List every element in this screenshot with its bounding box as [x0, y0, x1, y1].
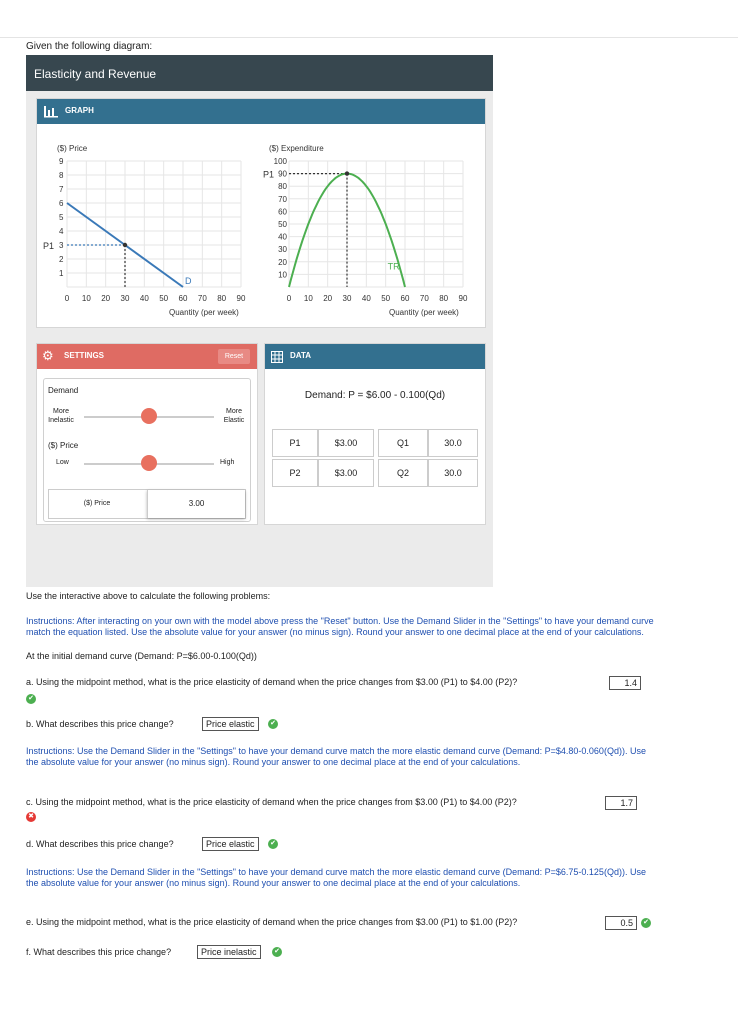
graphs-svg [37, 125, 485, 327]
price-slider-handle[interactable] [141, 455, 157, 471]
exp-tick-label: 60 [278, 207, 287, 217]
instructions-2: Instructions: Use the Demand Slider in the "Settings" to have your demand curve match the more elastic demand curve (Demand: P=$4.80-0.060(Qd)). Use the absolute value for your answer (no minus sign). Round your answer to one decimal place at the end of your calculations. [26, 746, 646, 767]
bar-chart-icon [43, 104, 59, 118]
lead-text: Use the interactive above to calculate the following problems: [26, 591, 271, 601]
qty-tick-label: 50 [159, 294, 169, 303]
p2-value-cell: $3.00 [318, 459, 374, 487]
correct-icon-d: ✔ [268, 839, 278, 849]
price-tick-label: 1 [59, 269, 64, 278]
qty-tick-label: 0 [286, 294, 292, 303]
exp-tick-label: 90 [278, 169, 287, 179]
qty-tick-label: 80 [217, 294, 227, 303]
widget-title: Elasticity and Revenue [26, 55, 493, 91]
qty-tick-label: 30 [342, 294, 352, 303]
graph-header [37, 99, 485, 124]
correct-icon-f: ✔ [272, 947, 282, 957]
question-f: f. What describes this price change? [26, 947, 172, 957]
data-panel [264, 343, 486, 525]
exp-tick-label: 50 [278, 220, 287, 229]
table-icon [271, 350, 283, 362]
qty-tick-label: 30 [120, 294, 130, 303]
high-label: High [220, 459, 235, 466]
tr-label: TR [387, 261, 400, 272]
price-tick-label: 9 [59, 157, 64, 166]
p2-cell: P2 [272, 459, 318, 487]
qty-tick-label: 0 [64, 294, 70, 303]
correct-icon-a: ✔ [26, 694, 36, 704]
incorrect-icon-c: ✖ [26, 812, 36, 822]
price-tick-label: 7 [59, 185, 64, 194]
price-tick-label: 5 [59, 213, 64, 222]
more-inelastic-label: More Inelastic [48, 408, 74, 424]
more-elastic-label: More Elastic [223, 408, 245, 424]
qty-tick-label: 90 [458, 294, 468, 303]
settings-box [43, 378, 251, 522]
settings-panel [36, 343, 258, 525]
settings-label: SETTINGS [64, 351, 105, 360]
exp-tick-label: 40 [278, 232, 287, 242]
instructions-3: Instructions: Use the Demand Slider in the "Settings" to have your demand curve match the more elastic demand curve (Demand: P=$6.75-0.125(Qd)). Use the absolute value for your answer (no minus sign). Round your answer to one decimal place at the end of your calculations. [26, 867, 646, 888]
qty-tick-label: 70 [419, 294, 429, 303]
p1-value-cell: $3.00 [318, 429, 374, 457]
q1-value-cell: 30.0 [428, 429, 478, 457]
qty-tick-label: 60 [178, 294, 188, 303]
answer-b-select[interactable]: Price elastic [202, 717, 259, 731]
answer-e-input[interactable]: 0.5 [605, 916, 637, 930]
correct-icon-b: ✔ [268, 719, 278, 729]
price-tick-label: 4 [59, 227, 64, 236]
price-field-box [48, 489, 246, 519]
demand-equation: Demand: P = $6.00 - 0.100(Qd) [304, 390, 446, 401]
initial-curve-text: At the initial demand curve (Demand: P=$6.00-0.100(Qd)) [26, 651, 257, 661]
demand-slider-handle[interactable] [141, 408, 157, 424]
question-e: e. Using the midpoint method, what is the price elasticity of demand when the price changes from $3.00 (P1) to $1.00 (P2)? [26, 917, 518, 927]
exp-tick-label: 80 [278, 182, 287, 192]
p1-label-exp: P1 [263, 169, 275, 180]
qty-tick-label: 10 [303, 294, 313, 303]
p1-label: P1 [43, 241, 55, 251]
demand-label: D [185, 276, 192, 286]
exp-tick-label: 20 [278, 257, 287, 267]
qty-tick-label: 90 [236, 294, 246, 303]
question-c: c. Using the midpoint method, what is the price elasticity of demand when the price changes from $3.00 (P1) to $4.00 (P2)? [26, 797, 517, 807]
data-label: DATA [290, 351, 312, 360]
page-top-border [0, 0, 738, 38]
price-plot-area [67, 161, 241, 287]
qty-tick-label: 50 [381, 294, 391, 303]
exp-tick-label: 30 [278, 245, 287, 255]
price-tick-label: 3 [59, 241, 64, 250]
q1-cell: Q1 [378, 429, 428, 457]
q2-value-cell: 30.0 [428, 459, 478, 487]
demand-label-setting: Demand [48, 386, 79, 395]
exp-tick-label: 100 [273, 157, 287, 166]
question-b: b. What describes this price change? [26, 719, 174, 729]
qty-tick-label: 20 [101, 294, 111, 303]
reset-button[interactable]: Reset [218, 349, 250, 364]
price-tick-label: 8 [59, 171, 64, 180]
qty-axis-title-left: Quantity (per week) [169, 308, 239, 317]
expenditure-axis-title: ($) Expenditure [269, 144, 324, 153]
question-a: a. Using the midpoint method, what is the price elasticity of demand when the price changes from $3.00 (P1) to $4.00 (P2)? [26, 677, 518, 687]
price-label-setting: ($) Price [48, 441, 79, 450]
qty-tick-label: 70 [197, 294, 207, 303]
qty-tick-label: 20 [323, 294, 333, 303]
qty-tick-label: 10 [81, 294, 91, 303]
p1-point[interactable] [123, 243, 127, 247]
answer-f-select[interactable]: Price inelastic [197, 945, 261, 959]
price-field-label: ($) Price [83, 500, 111, 507]
graph-label: GRAPH [65, 106, 94, 115]
q2-cell: Q2 [378, 459, 428, 487]
exp-tick-label: 70 [278, 194, 287, 204]
instructions-1: Instructions: After interacting on your own with the model above press the "Reset" button. Use the Demand Slider in the "Settings" to have your demand curve match the equation listed. Use the absolute value for your answer (no minus sign). Round your answer to one decimal place at the end of your calculations. [26, 616, 654, 637]
qty-tick-label: 60 [400, 294, 410, 303]
tr-point[interactable] [345, 171, 349, 175]
answer-a-input[interactable]: 1.4 [609, 676, 641, 690]
price-tick-label: 6 [59, 199, 64, 208]
answer-c-input[interactable]: 1.7 [605, 796, 637, 810]
price-tick-label: 2 [59, 255, 64, 264]
exp-tick-label: 10 [278, 270, 287, 280]
price-axis-title: ($) Price [57, 144, 88, 153]
qty-tick-label: 40 [139, 294, 149, 303]
qty-tick-label: 40 [361, 294, 371, 303]
p1-cell: P1 [272, 429, 318, 457]
low-label: Low [56, 459, 69, 466]
intro-text: Given the following diagram: [26, 41, 153, 52]
qty-axis-title-right: Quantity (per week) [389, 308, 459, 317]
graph-panel [36, 98, 486, 328]
correct-icon-e: ✔ [641, 918, 651, 928]
question-d: d. What describes this price change? [26, 839, 174, 849]
price-input[interactable]: 3.00 [147, 490, 245, 518]
gear-icon: ⚙ [42, 348, 54, 363]
qty-tick-label: 80 [439, 294, 449, 303]
answer-d-select[interactable]: Price elastic [202, 837, 259, 851]
